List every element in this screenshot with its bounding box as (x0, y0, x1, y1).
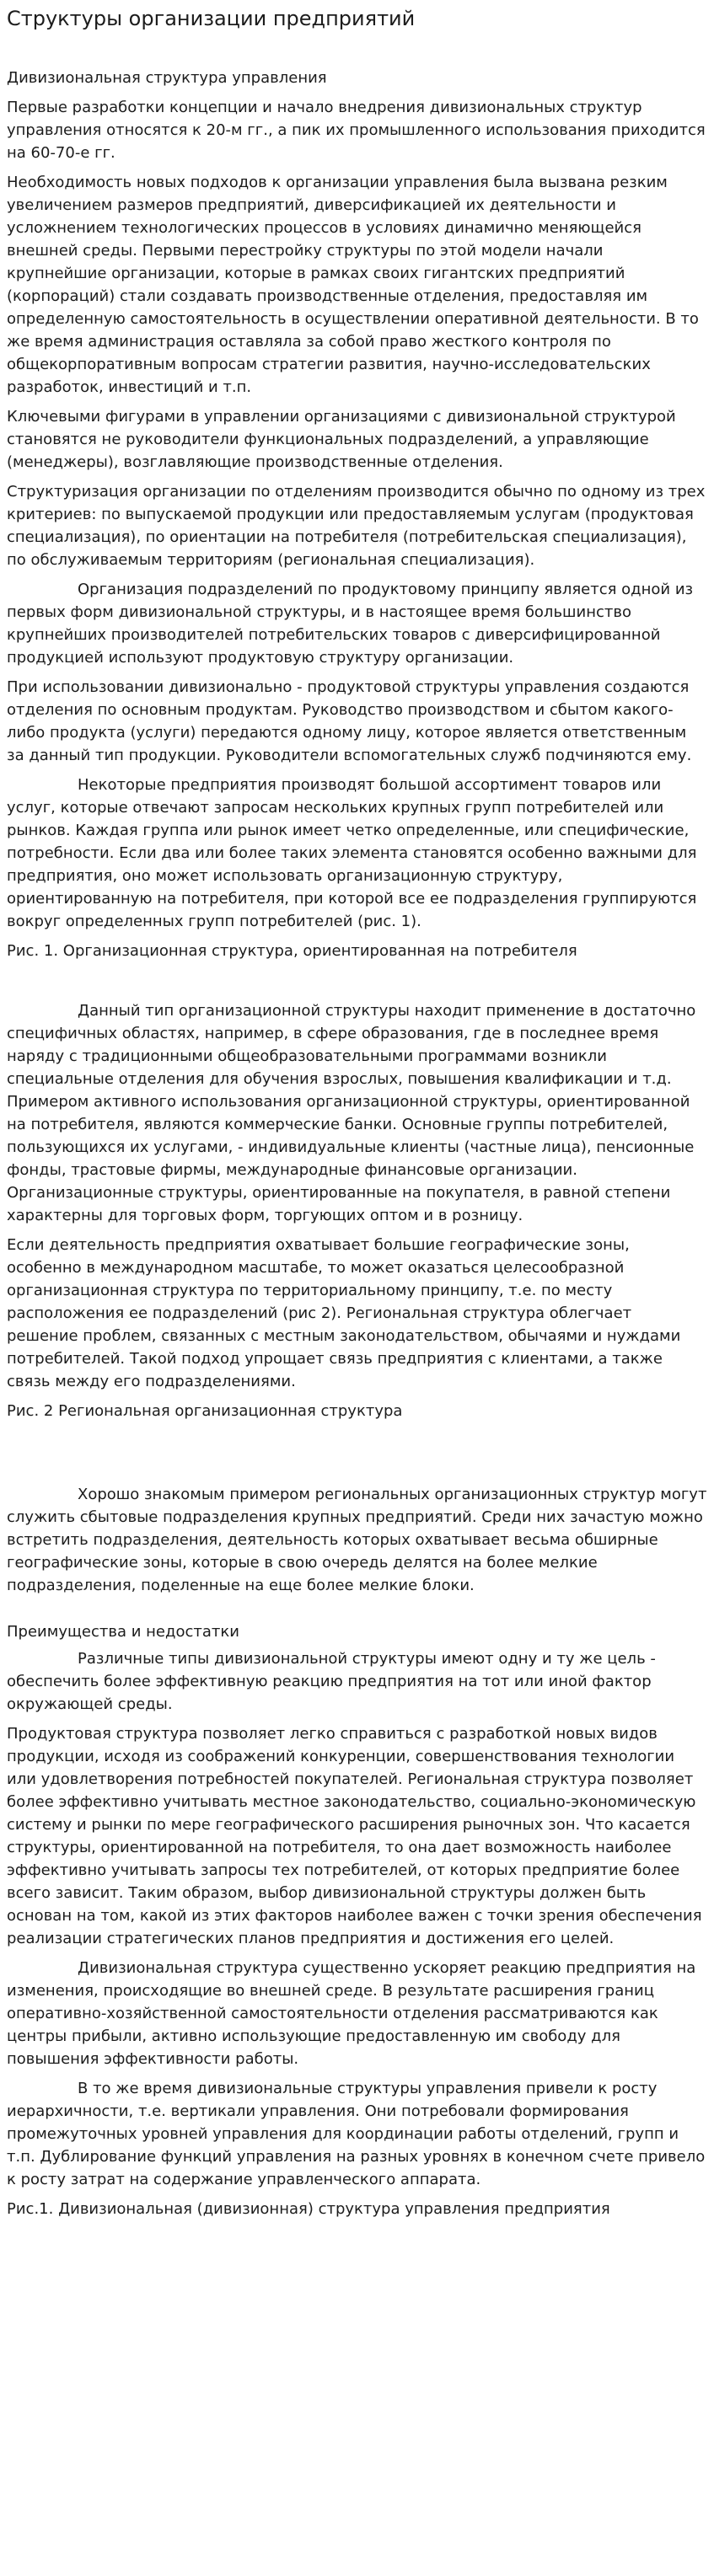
page-title: Структуры организации предприятий (7, 7, 416, 30)
paragraph: Ключевыми фигурами в управлении организациями с дивизиональной структурой становятся не руководители функциональных подразделений, а управляющие (менеджеры), возглавляющие производственные отделения. (7, 408, 676, 471)
figure-placeholder (7, 1422, 707, 1483)
paragraph: Если деятельность предприятия охватывает большие географические зоны, особенно в международном масштабе, то может оказаться целесообразной организационная структура по территориальному принципу, т.е. по месту расположения ее подразделений (рис 2). Региональная структура облегчает решение проблем, связанных с местным законодательством, обычаями и нуждами потребителей. Такой подход упрощает связь предприятия с клиентами, а также связь между его подразделениями. (7, 1236, 681, 1390)
paragraph: Различные типы дивизиональной структуры имеют одну и ту же цель - обеспечить более эффективную реакцию предприятия на тот или иной фактор окружающей среды. (7, 1650, 656, 1713)
paragraph: Хорошо знакомым примером региональных организационных структур могут служить сбытовые подразделения крупных предприятий. Среди них зачастую можно встретить подразделения, деятельность которых охватывает весьма обширные географические зоны, которые в свою очередь делятся на более мелкие подразделения, поделенные на еще более мелкие блоки. (7, 1486, 707, 1594)
paragraph: Дивизиональная структура существенно ускоряет реакцию предприятия на изменения, происходящие во внешней среде. В результате расширения границ оперативно-хозяйственной самостоятельности отделения рассматриваются как центры прибыли, активно использующие предоставленную им свободу для повышения эффективности работы. (7, 1959, 696, 2068)
paragraph: Продуктовая структура позволяет легко справиться с разработкой новых видов продукции, исходя из соображений конкуренции, совершенствования технологии или удовлетворения потребностей покупателей. Региональная структура позволяет более эффективно учитывать местное законодательство, социально-экономическую систему и рынки по мере географического расширения рыночных зон. Что касается структуры, ориентированной на потребителя, то она дает возможность наиболее эффективно учитывать запросы тех потребителей, от которых предприятие более всего зависит. Таким образом, выбор дивизиональной структуры должен быть основан на том, какой из этих факторов наиболее важен с точки зрения обеспечения реализации стратегических планов предприятия и достижения его целей. (7, 1725, 702, 1947)
paragraph: Необходимость новых подходов к организации управления была вызвана резким увеличением размеров предприятий, диверсификацией их деятельности и усложнением технологических процессов в условиях динамично меняющейся внешней среды. Первыми перестройку структуры по этой модели начали крупнейшие организации, которые в рамках своих гигантских предприятий (корпораций) стали создавать производственные отделения, предоставляя им определенную самостоятельность в осуществлении оперативной деятельности. В то же время администрация оставляла за собой право жесткого контроля по общекорпоративным вопросам стратегии развития, научно-исследовательских разработок, инвестиций и т.п. (7, 174, 699, 396)
figure-placeholder (7, 962, 707, 999)
paragraph: Организация подразделений по продуктовому принципу является одной из первых форм дивизиональной структуры, и в настоящее время большинство крупнейших производителей потребительских товаров с диверсифицированной продукцией используют продуктовую структуру организации. (7, 581, 694, 667)
figure-caption: Рис. 2 Региональная организационная структура (7, 1402, 403, 1420)
section-heading-divisional: Дивизиональная структура управления (7, 69, 327, 87)
paragraph: Структуризация организации по отделениям производится обычно по одному из трех критериев: по выпускаемой продукции или предоставляемым услугам (продуктовая специализация), по ориентации на потребителя (потребительская специализация), по обслуживаемым территориям (региональная специализация). (7, 483, 706, 569)
figure-caption: Рис. 1. Организационная структура, ориентированная на потребителя (7, 942, 577, 960)
paragraph: Первые разработки концепции и начало внедрения дивизиональных структур управления относятся к 20-м гг., а пик их промышленного использования приходится на 60-70-е гг. (7, 99, 706, 162)
spacer (7, 1604, 707, 1622)
paragraph: Данный тип организационной структуры находит применение в достаточно специфичных областях, например, в сфере образования, где в последнее время наряду с традиционными общеобразовательными программами возникли специальные отделения для обучения взрослых, повышения квалификации и т.д. Примером активного использования организационной структуры, ориентированной на потребителя, являются коммерческие банки. Основные группы потребителей, пользующихся их услугами, - индивидуальные клиенты (частные лица), пенсионные фонды, трастовые фирмы, международные финансовые организации. Организационные структуры, ориентированные на покупателя, в равной степени характерны для торговых форм, торгующих оптом и в розницу. (7, 1002, 696, 1224)
section-heading-pros-cons: Преимущества и недостатки (7, 1623, 239, 1641)
paragraph: При использовании дивизионально - продуктовой структуры управления создаются отделения по основным продуктам. Руководство производством и сбытом какого-либо продукта (услуги) передаются одному лицу, которое является ответственным за данный тип продукции. Руководители вспомогательных служб подчиняются ему. (7, 678, 692, 764)
spacer (7, 31, 707, 68)
figure-caption: Рис.1. Дивизиональная (дивизионная) структура управления предприятия (7, 2200, 610, 2218)
paragraph: Некоторые предприятия производят большой ассортимент товаров или услуг, которые отвечают запросам нескольких крупных групп потребителей или рынков. Каждая группа или рынок имеет четко определенные, или специфические, потребности. Если два или более таких элемента становятся особенно важными для предприятия, оно может использовать организационную структуру, ориентированную на потребителя, при которой все ее подразделения группируются вокруг определенных групп потребителей (рис. 1). (7, 776, 697, 930)
paragraph: В то же время дивизиональные структуры управления привели к росту иерархичности, т.е. вертикали управления. Они потребовали формирования промежуточных уровней управления для координации работы отделений, групп и т.п. Дублирование функций управления на разных уровнях в конечном счете привело к росту затрат на содержание управленческого аппарата. (7, 2080, 706, 2188)
